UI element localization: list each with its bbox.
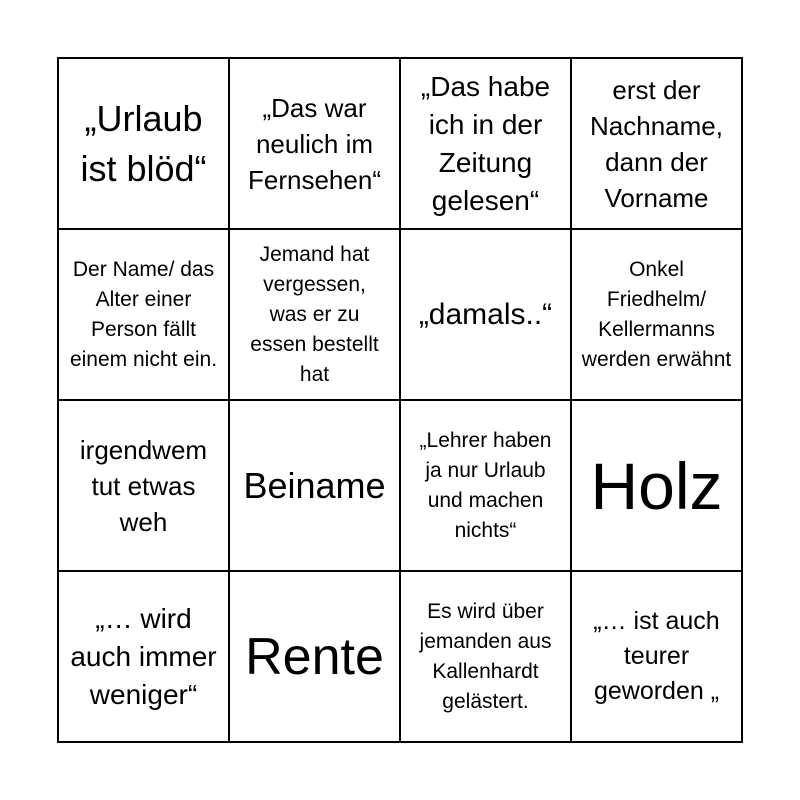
bingo-cell[interactable] (230, 572, 401, 743)
bingo-cell[interactable] (572, 401, 743, 572)
bingo-cell[interactable] (59, 401, 230, 572)
bingo-cell[interactable] (401, 59, 572, 230)
bingo-cell-text: Jemand hat vergessen, was er zu essen bestellt hat (250, 242, 379, 386)
bingo-cell-text: „Urlaub ist blöd“ (80, 97, 207, 189)
bingo-cell[interactable] (401, 401, 572, 572)
bingo-cell[interactable] (572, 59, 743, 230)
bingo-cell-text: „… wird auch immer weniger“ (70, 602, 217, 710)
bingo-cell-text: irgendwem tut etwas weh (79, 434, 208, 537)
bingo-cell[interactable] (59, 572, 230, 743)
bingo-cell-text: Onkel Friedhelm/ Kellermanns werden erwähnt (581, 257, 732, 371)
bingo-cell-text: Holz (590, 448, 723, 523)
bingo-cell-text: „Das war neulich im Fernsehen“ (248, 92, 381, 195)
bingo-cell[interactable] (401, 230, 572, 401)
bingo-cell[interactable] (230, 401, 401, 572)
bingo-cell[interactable] (401, 572, 572, 743)
bingo-cell-text: „Das habe ich in der Zeitung gelesen“ (420, 70, 551, 216)
bingo-cell-text: Rente (245, 627, 384, 686)
bingo-cell-text: „damals..“ (418, 297, 553, 331)
bingo-cell[interactable] (230, 59, 401, 230)
bingo-cell-text: Der Name/ das Alter einer Person fällt einem nicht ein. (69, 257, 218, 371)
bingo-cell[interactable] (572, 572, 743, 743)
bingo-cell-text: erst der Nachname, dann der Vorname (590, 74, 723, 213)
bingo-cell[interactable] (59, 59, 230, 230)
bingo-cell[interactable] (572, 230, 743, 401)
bingo-cell[interactable] (230, 230, 401, 401)
bingo-cell[interactable] (59, 230, 230, 401)
bingo-cell-text: „Lehrer haben ja nur Urlaub und machen nichts“ (419, 428, 552, 542)
bingo-board (57, 57, 743, 743)
bingo-cell-text: Beiname (243, 464, 386, 506)
bingo-cell-text: Es wird über jemanden aus Kallenhardt gelästert. (419, 599, 552, 713)
bingo-cell-text: „… ist auch teurer geworden „ (593, 607, 720, 705)
